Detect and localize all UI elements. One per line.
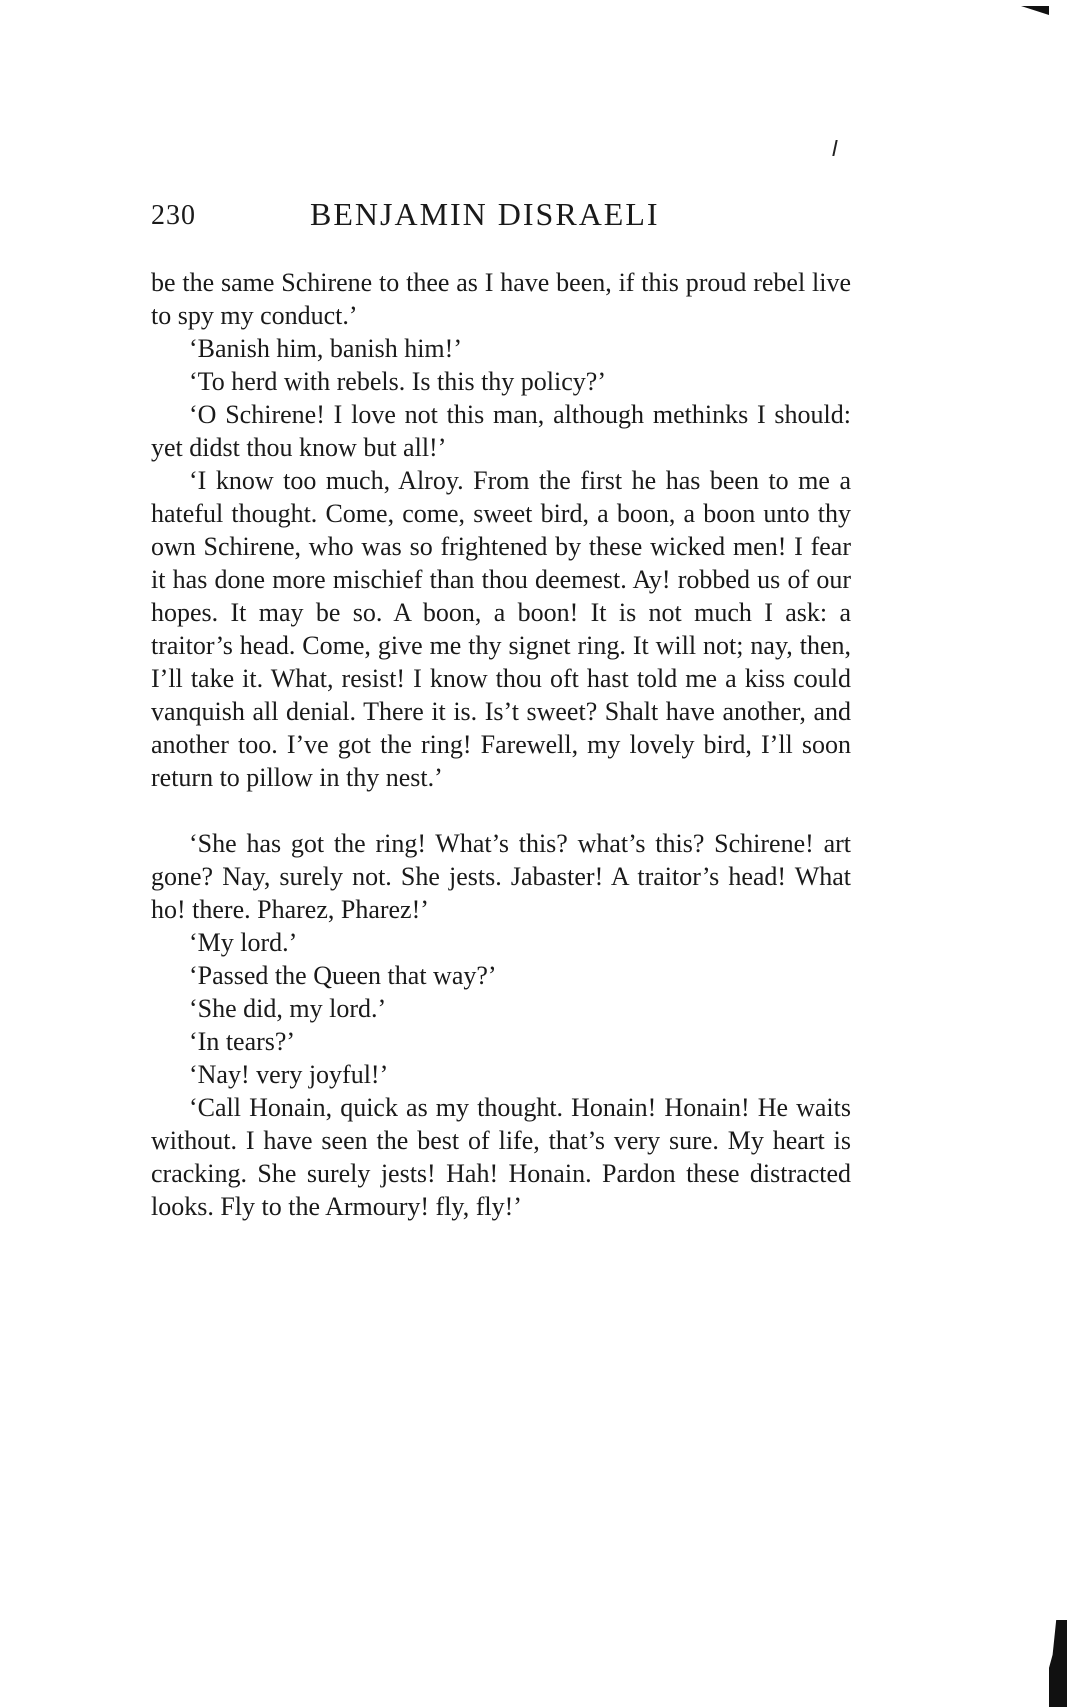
paragraph: ‘O Schirene! I love not this man, although methinks I should: yet didst thou know but all!’ — [151, 400, 851, 462]
page-header — [151, 196, 851, 240]
corner-scan-mark — [1021, 6, 1049, 15]
binding-shadow — [1049, 1620, 1067, 1707]
paragraph: ‘She did, my lord.’ — [189, 994, 387, 1023]
body-text — [151, 266, 851, 1223]
paragraph: ‘In tears?’ — [189, 1027, 296, 1056]
paragraph: ‘Nay! very joyful!’ — [189, 1060, 389, 1089]
running-head: BENJAMIN DISRAELI — [310, 196, 660, 232]
page-number: 230 — [151, 200, 196, 231]
paragraph: ‘To herd with rebels. Is this thy policy?’ — [189, 367, 606, 396]
paragraph: ‘Banish him, banish him!’ — [189, 334, 462, 363]
paragraph: ‘Passed the Queen that way?’ — [189, 961, 497, 990]
paragraph: be the same Schirene to thee as I have been, if this proud rebel live to spy my conduct.’ — [151, 268, 851, 330]
paragraph: ‘My lord.’ — [189, 928, 298, 957]
paragraph: ‘I know too much, Alroy. From the first he has been to me a hateful thought. Come, come, sweet bird, a boon, a boon unto thy own Schirene, who was so frightened by these wicked men! I fear it has done more mischief than thou deemest. Ay! robbed us of our hopes. It may be so. A boon, a boon! It is not much I ask: a traitor’s head. Come, give me thy signet ring. It will not; nay, then, I’ll take it. What, resist! I know thou oft hast told me a kiss could vanquish all denial. There it is. Is’t sweet? Shalt have another, and another too. I’ve got the ring! Farewell, my lovely bird, I’ll soon return to pillow in thy nest.’ — [151, 466, 851, 792]
section-break — [151, 794, 851, 827]
paragraph: ‘She has got the ring! What’s this? what’s this? Schirene! art gone? Nay, surely not. She jests. Jabaster! A traitor’s head! What ho! there. Pharez, Pharez!’ — [151, 829, 851, 924]
paragraph: ‘Call Honain, quick as my thought. Honain! Honain! He waits without. I have seen the best of life, that’s very sure. My heart is cracking. She surely jests! Hah! Honain. Pardon these distracted looks. Fly to the Armoury! fly, fly!’ — [151, 1093, 851, 1221]
margin-pencil-mark — [832, 140, 837, 156]
